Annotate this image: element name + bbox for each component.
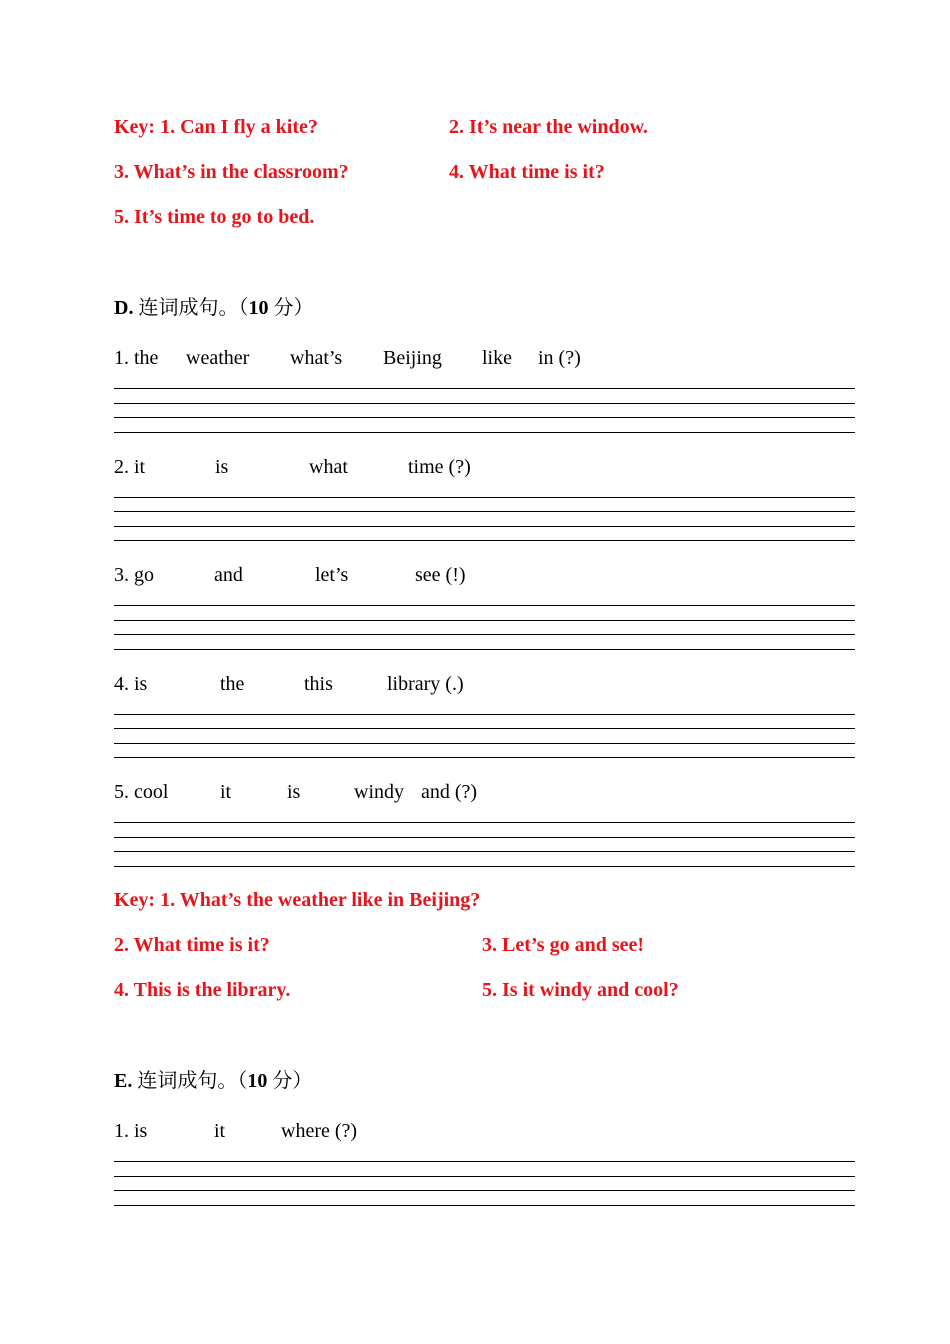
section-e-score: 10 xyxy=(247,1070,268,1092)
key-c-answer-2: 2. It’s near the window. xyxy=(449,116,648,138)
key-c-answer-1: Key: 1. Can I fly a kite? xyxy=(114,116,318,138)
word: the xyxy=(220,673,245,695)
word: see (!) xyxy=(415,564,466,586)
section-d-letter: D. xyxy=(114,297,134,319)
section-d-score-unit: 分） xyxy=(268,297,314,319)
key-d-answer-5: 5. Is it windy and cool? xyxy=(482,979,679,1001)
word: this xyxy=(304,673,333,695)
word: Beijing xyxy=(383,347,442,369)
word: and (?) xyxy=(421,781,478,803)
word: is xyxy=(287,781,301,803)
word: it xyxy=(214,1120,226,1142)
key-c-answer-3: 3. What’s in the classroom? xyxy=(114,161,349,183)
section-e-score-unit: 分） xyxy=(267,1070,313,1092)
word: what’s xyxy=(290,347,343,369)
key-d-answer-2: 2. What time is it? xyxy=(114,934,270,956)
word: what xyxy=(309,456,348,478)
word: is xyxy=(215,456,229,478)
key-c-answer-4: 4. What time is it? xyxy=(449,161,605,183)
word: it xyxy=(220,781,232,803)
section-e-heading xyxy=(114,1069,312,1093)
key-c-answer-5: 5. It’s time to go to bed. xyxy=(114,206,315,228)
word: 1. the xyxy=(114,347,159,369)
word: windy xyxy=(354,781,404,803)
word: time (?) xyxy=(408,456,471,478)
word: in (?) xyxy=(538,347,581,369)
word: and xyxy=(214,564,243,586)
word: 1. is xyxy=(114,1120,148,1142)
section-e-letter: E. xyxy=(114,1070,133,1092)
word: like xyxy=(482,347,512,369)
section-e-title: 连词成句。（ xyxy=(137,1070,248,1092)
section-d-title: 连词成句。（ xyxy=(138,297,249,319)
key-d-answer-3: 3. Let’s go and see! xyxy=(482,934,645,956)
key-d-answer-1: Key: 1. What’s the weather like in Beijing? xyxy=(114,889,481,911)
word: where (?) xyxy=(281,1120,358,1142)
word: 3. go xyxy=(114,564,154,586)
word: 2. it xyxy=(114,456,146,478)
word: library (.) xyxy=(387,673,464,695)
word: let’s xyxy=(315,564,349,586)
word: 4. is xyxy=(114,673,148,695)
section-d-heading xyxy=(114,296,313,320)
key-d-answer-4: 4. This is the library. xyxy=(114,979,291,1001)
section-d-score: 10 xyxy=(248,297,269,319)
word: 5. cool xyxy=(114,781,169,803)
word: weather xyxy=(186,347,250,369)
